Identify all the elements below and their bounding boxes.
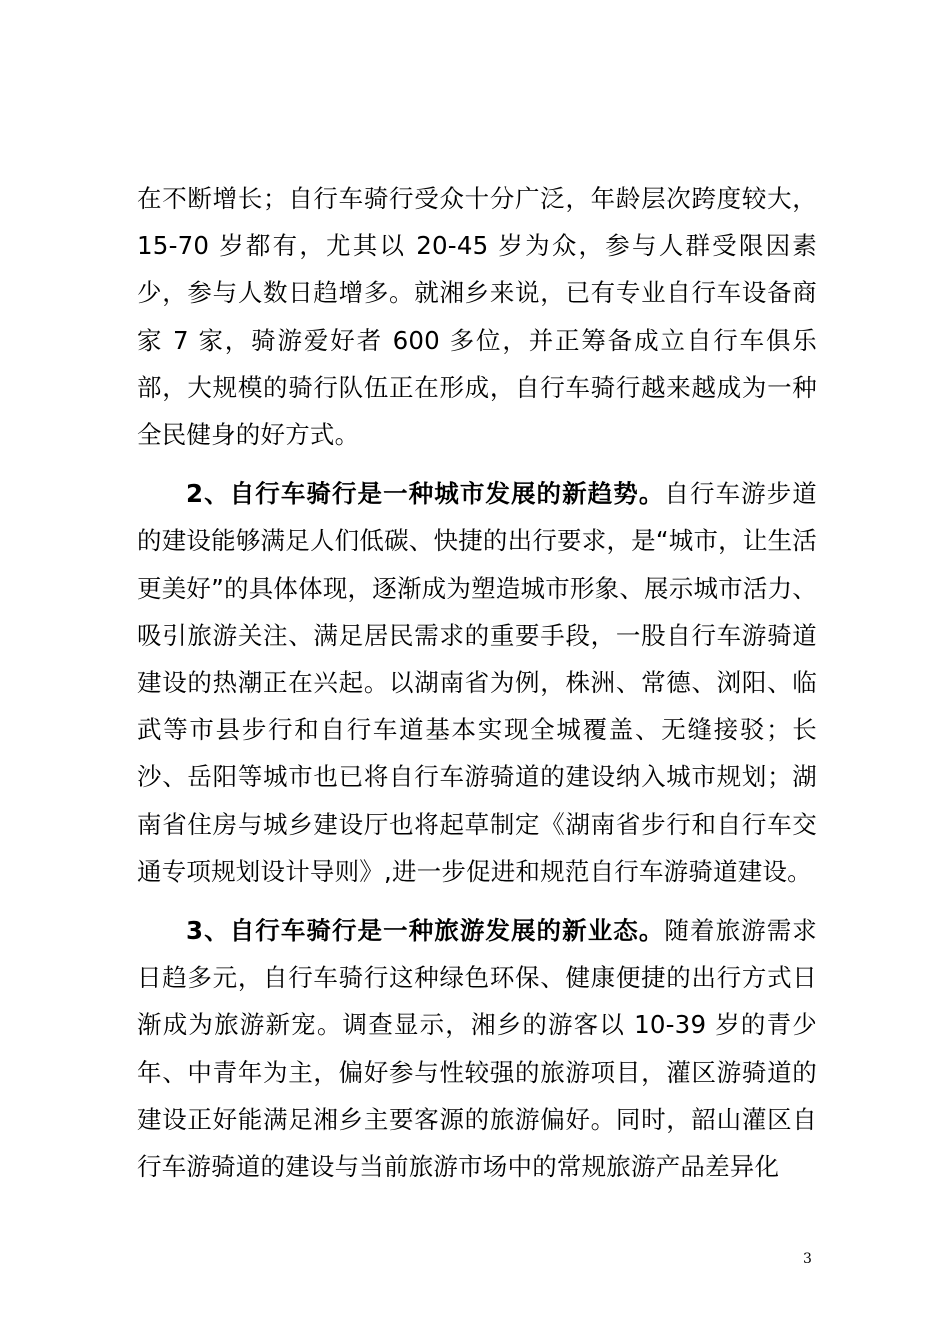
page-number: 3 bbox=[803, 1251, 812, 1267]
paragraph-3-text: 随着旅游需求日趋多元，自行车骑行这种绿色环保、健康便捷的出行方式日渐成为旅游新宠。调查显示，湘乡的游客以 10-39 岁的青少年、中青年为主，偏好参与性较强的旅游项目，灌区游骑道的建设正好能满足湘乡主要客源的旅游偏好。同时，韶山灌区自行车游骑道的建设与当前旅游市场中的常规旅游产品差异化 bbox=[137, 916, 817, 1182]
paragraph-1-text: 在不断增长；自行车骑行受众十分广泛，年龄层次跨度较大，15-70 岁都有，尤其以 20-45 岁为众，参与人群受限因素少，参与人数日趋增多。就湘乡来说，已有专业自行车设备商家 7 家，骑游爱好者 600 多位，并正筹备成立自行车俱乐部，大规模的骑行队伍正在形成，自行车骑行越来越成为一种全民健身的好方式。 bbox=[137, 184, 817, 450]
paragraph-2-text: 自行车游步道的建设能够满足人们低碳、快捷的出行要求，是“城市，让生活更美好”的具体体现，逐渐成为塑造城市形象、展示城市活力、吸引旅游关注、满足居民需求的重要手段，一股自行车游骑道建设的热潮正在兴起。以湖南省为例，株洲、常德、浏阳、临武等市县步行和自行车道基本实现全城覆盖、无缝接驳；长沙、岳阳等城市也已将自行车游骑道的建设纳入城市规划；湖南省住房与城乡建设厅也将起草制定《湖南省步行和自行车交通专项规划设计导则》,进一步促进和规范自行车游骑道建设。 bbox=[137, 479, 817, 886]
paragraph-2 bbox=[137, 470, 817, 895]
paragraph-3-heading: 3、自行车骑行是一种旅游发展的新业态。 bbox=[186, 916, 665, 946]
paragraph-3 bbox=[137, 907, 817, 1190]
paragraph-1 bbox=[137, 175, 817, 458]
paragraph-2-heading: 2、自行车骑行是一种城市发展的新趋势。 bbox=[186, 479, 665, 509]
body-text bbox=[137, 175, 817, 1190]
